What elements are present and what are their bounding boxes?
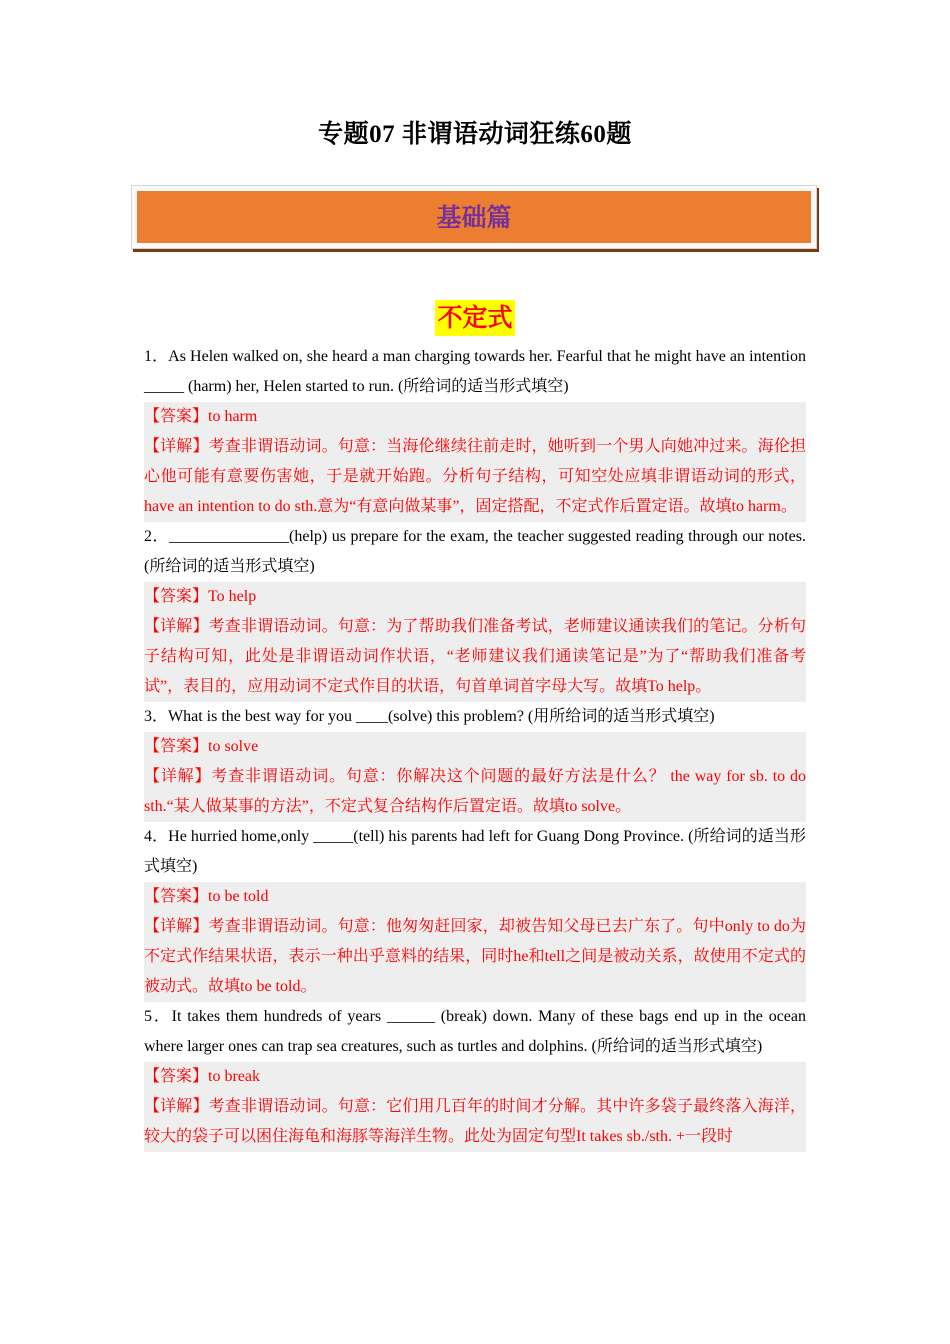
question-text: 1．As Helen walked on, she heard a man charging towards her. Fearful that he might have an intention _____ (harm) her, Helen started to run. (所给词的适当形式填空)	[144, 348, 807, 395]
explanation-text: 【详解】考查非谓语动词。句意：为了帮助我们准备考试，老师建议通读我们的笔记。分析句子结构可知，此处是非谓语动词作状语，“老师建议我们通读笔记是”为了“帮助我们准备考试”，表目的，应用动词不定式作目的状语，句首单词首字母大写。故填To help。	[144, 618, 806, 695]
banner-label: 基础篇	[137, 191, 811, 243]
section-title: 不定式	[435, 300, 514, 336]
question-item	[144, 522, 806, 702]
page-title: 专题07 非谓语动词狂练60题	[318, 121, 632, 148]
answer-block	[144, 882, 806, 1002]
question-item	[144, 342, 806, 522]
question-item	[144, 822, 806, 1002]
question-text: 4．He hurried home,only _____(tell) his parents had left for Guang Dong Province. (所给词的适当形式填空)	[144, 828, 806, 875]
explanation-text: 【详解】考查非谓语动词。句意：当海伦继续往前走时，她听到一个男人向她冲过来。海伦担心他可能有意要伤害她，于是就开始跑。分析句子结构，可知空处应填非谓语动词的形式，have an intention to do sth.意为“有意向做某事”，固定搭配，不定式作后置定语。故填to harm。	[144, 438, 806, 515]
answer-line: 【答案】to solve	[144, 738, 259, 755]
answer-line: 【答案】to be told	[144, 888, 269, 905]
question-item	[144, 702, 806, 822]
explanation-text: 【详解】考查非谓语动词。句意：他匆匆赶回家，却被告知父母已去广东了。句中only to do为不定式作结果状语，表示一种出乎意料的结果，同时he和tell之间是被动关系，故使用不定式的被动式。故填to be told。	[144, 918, 806, 995]
explanation-text: 【详解】考查非谓语动词。句意：你解决这个问题的最好方法是什么？ the way for sb. to do sth.“某人做某事的方法”，不定式复合结构作后置定语。故填to solve。	[144, 768, 806, 815]
question-item	[144, 1002, 806, 1152]
section-heading	[0, 300, 950, 336]
answer-block	[144, 582, 806, 702]
question-text: 3．What is the best way for you ____(solve) this problem? (用所给词的适当形式填空)	[144, 708, 715, 725]
question-list	[144, 342, 806, 1152]
answer-line: 【答案】to break	[144, 1068, 260, 1085]
answer-block	[144, 402, 806, 522]
answer-block	[144, 732, 806, 822]
answer-line: 【答案】To help	[144, 588, 257, 605]
question-text: 2．_______________(help) us prepare for the exam, the teacher suggested reading through our notes. (所给词的适当形式填空)	[144, 528, 807, 575]
answer-block	[144, 1062, 806, 1152]
answer-line: 【答案】to harm	[144, 408, 258, 425]
section-banner	[131, 185, 817, 249]
explanation-text: 【详解】考查非谓语动词。句意：它们用几百年的时间才分解。其中许多袋子最终落入海洋，较大的袋子可以困住海龟和海豚等海洋生物。此处为固定句型It takes sb./sth. +一段时	[144, 1098, 806, 1145]
question-text: 5．It takes them hundreds of years ______ (break) down. Many of these bags end up in the ocean where larger ones can trap sea creatures, such as turtles and dolphins. (所给词的适当形式填空)	[144, 1008, 806, 1055]
